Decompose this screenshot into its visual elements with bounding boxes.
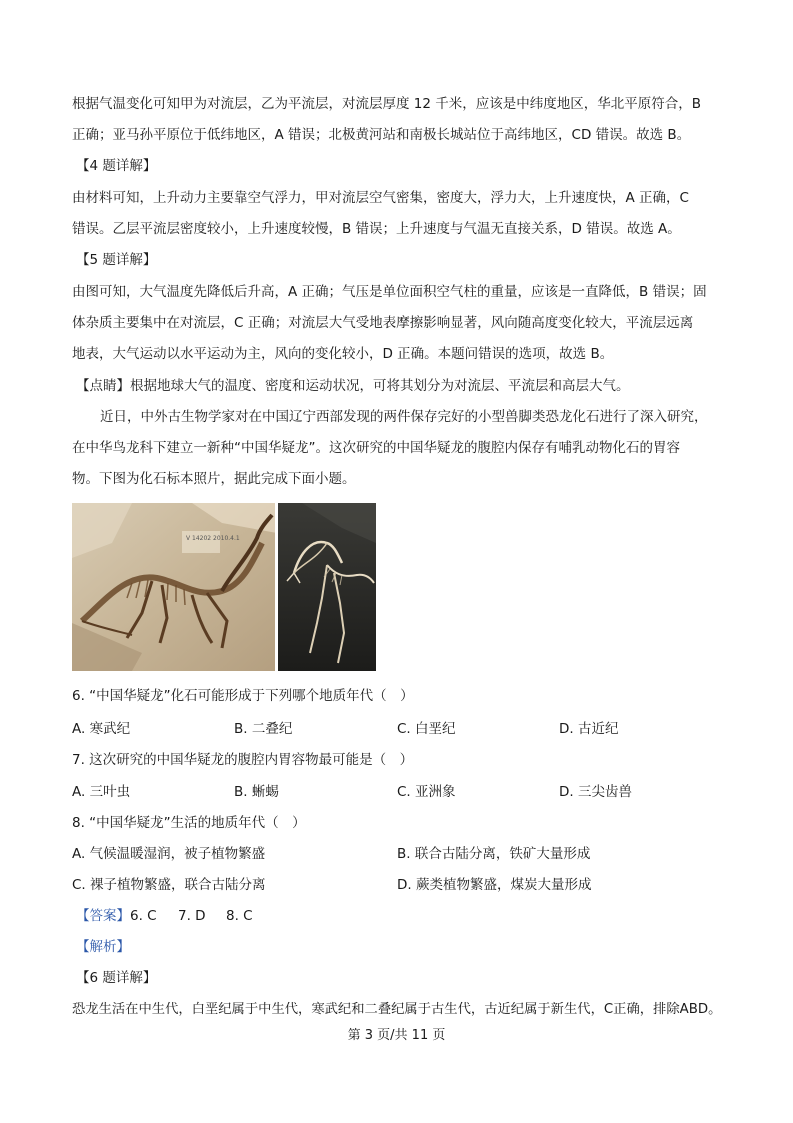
passage-line: 在中华鸟龙科下建立一新种“中国华疑龙”。这次研究的中国华疑龙的腹腔内保存有哺乳动物化石的胃容 (72, 440, 680, 456)
q8-option-d[interactable]: D. 蕨类植物繁盛，煤炭大量形成 (397, 877, 592, 893)
q8-option-b[interactable]: B. 联合古陆分离，铁矿大量形成 (397, 846, 591, 862)
q7-option-d[interactable]: D. 三尖齿兽 (559, 784, 632, 800)
answer-6: 6. C (130, 908, 157, 924)
answer-line: 由材料可知，上升动力主要靠空气浮力，甲对流层空气密集，密度大，浮力大，上升速度快，A 正确，C (72, 190, 689, 206)
answer-line: 正确；亚马孙平原位于低纬地区，A 错误；北极黄河站和南极长城站位于高纬地区，CD 错误。故选 B。 (72, 127, 691, 143)
question-7-stem: 7. 这次研究的中国华疑龙的腹腔内胃容物最可能是（ ） (72, 752, 414, 768)
answer-7: 7. D (178, 908, 206, 924)
q5-heading: 【5 题详解】 (76, 252, 157, 268)
analysis-label: 【解析】 (76, 939, 130, 955)
q7-option-c[interactable]: C. 亚洲象 (397, 784, 456, 800)
answer-line: 恐龙生活在中生代，白垩纪属于中生代，寒武纪和二叠纪属于古生代，古近纪属于新生代，C正确，排除ABD。 (72, 1002, 722, 1017)
q6-option-a[interactable]: A. 寒武纪 (72, 721, 131, 737)
page-footer: 第 3 页/共 11 页 (347, 1028, 446, 1043)
q8-option-c[interactable]: C. 裸子植物繁盛，联合古陆分离 (72, 877, 266, 893)
passage-line: 物。下图为化石标本照片，据此完成下面小题。 (72, 471, 356, 487)
fossil-slab-right (275, 503, 376, 671)
fossil-slab-left (72, 503, 277, 671)
answer-line: 体杂质主要集中在对流层，C 正确；对流层大气受地表摩擦影响显著，风向随高度变化较大，平流层远离 (72, 315, 694, 331)
q7-option-b[interactable]: B. 蜥蜴 (234, 784, 279, 800)
answer-line: 由图可知，大气温度先降低后升高，A 正确；气压是单位面积空气柱的重量，应该是一直降低，B 错误；固 (72, 284, 707, 300)
answer-label: 【答案】 (76, 908, 130, 924)
q6-option-b[interactable]: B. 二叠纪 (234, 721, 293, 737)
question-6-stem: 6. “中国华疑龙”化石可能形成于下列哪个地质年代（ ） (72, 688, 414, 704)
q7-option-a[interactable]: A. 三叶虫 (72, 784, 131, 800)
fossil-photo (72, 503, 376, 671)
answer-line: 地表，大气运动以水平运动为主，风向的变化较小，D 正确。本题问错误的选项，故选 B。 (72, 346, 614, 362)
answer-line: 错误。乙层平流层密度较小，上升速度较慢，B 错误；上升速度与气温无直接关系，D 错误。故选 A。 (72, 221, 681, 237)
answer-8: 8. C (226, 908, 253, 924)
q4-heading: 【4 题详解】 (76, 158, 157, 174)
tip-paragraph: 【点睛】根据地球大气的温度、密度和运动状况，可将其划分为对流层、平流层和高层大气。 (76, 378, 630, 394)
q8-option-a[interactable]: A. 气候温暖湿润，被子植物繁盛 (72, 846, 266, 862)
specimen-label: V 14202 2010.4.1 (186, 535, 240, 542)
q6-option-c[interactable]: C. 白垩纪 (397, 721, 456, 737)
passage-line: 近日，中外古生物学家对在中国辽宁西部发现的两件保存完好的小型兽脚类恐龙化石进行了深入研究， (100, 409, 708, 425)
q6-option-d[interactable]: D. 古近纪 (559, 721, 619, 737)
answer-line: 根据气温变化可知甲为对流层，乙为平流层，对流层厚度 12 千米，应该是中纬度地区，华北平原符合，B (72, 96, 702, 112)
q6-heading: 【6 题详解】 (76, 970, 157, 986)
question-8-stem: 8. “中国华疑龙”生活的地质年代（ ） (72, 815, 306, 831)
